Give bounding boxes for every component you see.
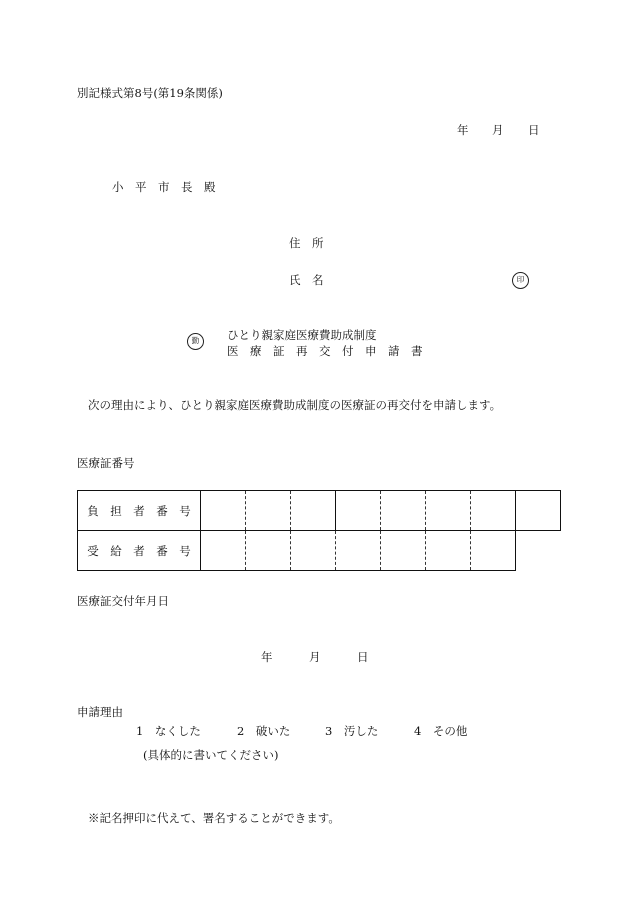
digit-cell[interactable] <box>381 491 426 531</box>
reason-note: (具体的に書いてください) <box>143 748 279 762</box>
reason-option-soiled[interactable]: 3 汚した <box>325 724 379 738</box>
issue-year-label: 年 <box>261 650 273 664</box>
digit-cell[interactable] <box>471 491 516 531</box>
addressee: 小 平 市 長 殿 <box>112 180 216 194</box>
cert-number-heading: 医療証番号 <box>77 456 135 470</box>
reason-option-lost[interactable]: 1 なくした <box>136 724 201 738</box>
digit-cell[interactable] <box>246 531 291 571</box>
digit-cell[interactable] <box>516 491 561 531</box>
payer-number-label: 負 担 者 番 号 <box>78 491 201 531</box>
digit-cell[interactable] <box>336 531 381 571</box>
date-month-label: 月 <box>492 123 504 137</box>
issue-date-heading: 医療証交付年月日 <box>77 594 169 608</box>
digit-cell[interactable] <box>336 491 381 531</box>
digit-cell[interactable] <box>201 531 246 571</box>
date-day-label: 日 <box>528 123 540 137</box>
intro-text: 次の理由により、ひとり親家庭医療費助成制度の医療証の再交付を申請します。 <box>88 398 502 412</box>
cert-number-table <box>77 490 561 571</box>
form-reference: 別記様式第8号(第19条関係) <box>77 86 223 100</box>
recipient-number-row <box>78 531 561 571</box>
name-label: 氏 名 <box>289 273 324 287</box>
issue-month-label: 月 <box>309 650 321 664</box>
payer-number-row <box>78 491 561 531</box>
title-line-2: 医 療 証 再 交 付 申 請 書 <box>227 344 423 358</box>
reason-option-torn[interactable]: 2 破いた <box>237 724 291 738</box>
digit-cell[interactable] <box>471 531 516 571</box>
title-line-1: ひとり親家庭医療費助成制度 <box>227 328 377 342</box>
date-year-label: 年 <box>457 123 469 137</box>
address-label: 住 所 <box>289 236 324 250</box>
digit-cell[interactable] <box>201 491 246 531</box>
reason-option-other[interactable]: 4 その他 <box>414 724 468 738</box>
empty-cell <box>516 531 561 571</box>
recipient-number-label: 受 給 者 番 号 <box>78 531 201 571</box>
footnote: ※記名押印に代えて、署名することができます。 <box>88 811 340 825</box>
title-mark: 勤 <box>187 333 204 350</box>
digit-cell[interactable] <box>291 491 336 531</box>
digit-cell[interactable] <box>426 491 471 531</box>
reason-heading: 申請理由 <box>77 705 123 719</box>
digit-cell[interactable] <box>246 491 291 531</box>
digit-cell[interactable] <box>381 531 426 571</box>
digit-cell[interactable] <box>291 531 336 571</box>
issue-day-label: 日 <box>357 650 369 664</box>
digit-cell[interactable] <box>426 531 471 571</box>
seal-mark: 印 <box>512 272 529 289</box>
